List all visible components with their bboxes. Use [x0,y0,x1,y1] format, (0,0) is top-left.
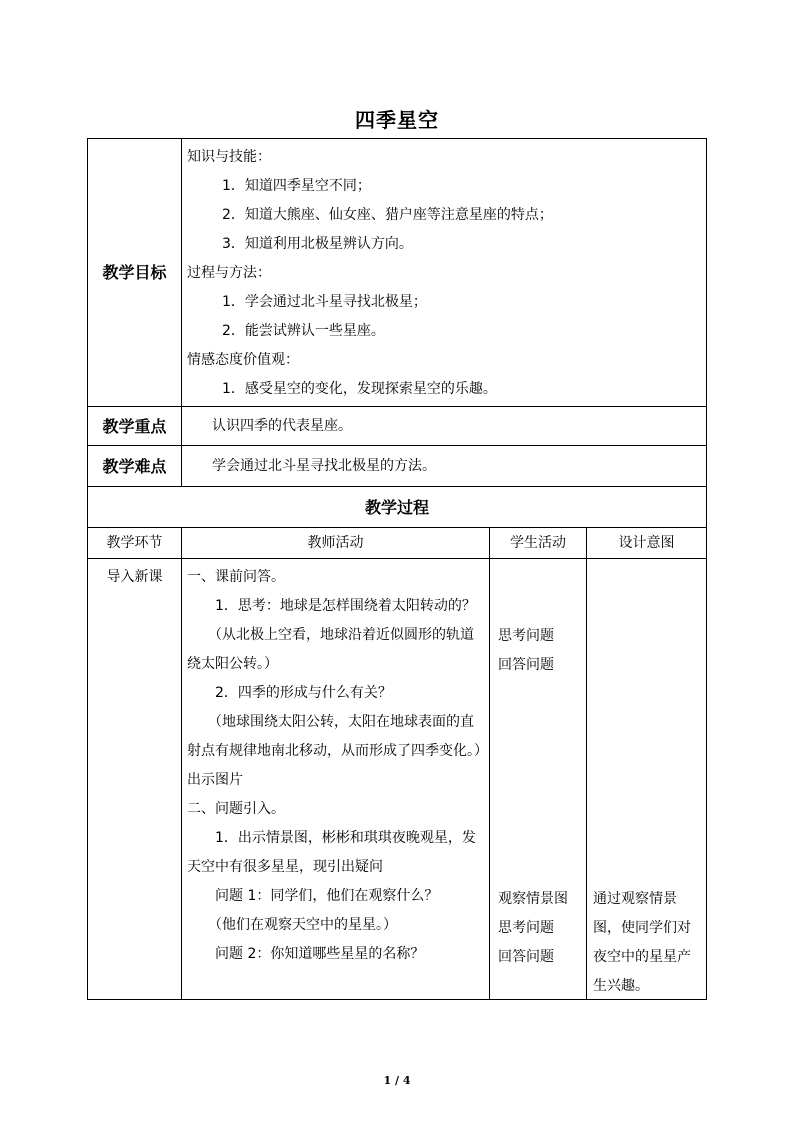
process-title-row [88,487,707,528]
teacher-line: 1．出示情景图，彬彬和琪琪夜晚观星，发天空中有很多星星，现引出疑问 [187,830,476,875]
objectives-row [88,139,707,407]
page-title: 四季星空 [355,108,439,132]
objectives-label: 教学目标 [88,139,182,407]
teacher-activity-cell [182,559,490,1000]
teacher-line: 二、问题引入。 [187,801,285,817]
header-stage: 教学环节 [88,528,182,559]
student-line: 思考问题 [498,628,554,644]
objective-line: 3．知道利用北极星辨认方向。 [222,236,413,252]
difficulty-label: 教学难点 [88,446,182,487]
teacher-line: （他们在观察天空中的星星。） [187,917,397,933]
objective-line: 1．感受星空的变化，发现探索星空的乐趣。 [222,381,497,397]
teacher-line: （从北极上空看，地球沿着近似圆形的轨道绕太阳公转。） [187,627,474,672]
student-line: 回答问题 [498,657,554,673]
key-point-label: 教学重点 [88,407,182,446]
student-line: 思考问题 [498,920,554,936]
difficulty-row [88,446,707,487]
student-line: 观察情景图 [498,891,568,907]
lesson-plan-table [87,138,707,1000]
student-group-2 [498,885,568,972]
teacher-line: 一、课前问答。 [187,569,285,585]
student-group-1 [498,622,554,680]
teacher-line: 2．四季的形成与什么有关？ [187,685,392,701]
key-point-content [182,407,707,446]
objective-line: 情感态度价值观： [187,352,299,368]
objective-line: 2．能尝试辨认一些星座。 [222,323,385,339]
stage-cell: 导入新课 [88,559,182,1000]
objective-line: 1．知道四季星空不同； [222,178,371,194]
student-activity-cell [490,559,587,1000]
process-title: 教学过程 [88,487,707,528]
teacher-line: 问题 1：同学们，他们在观察什么？ [187,888,439,904]
teacher-line: 问题 2：你知道哪些星星的名称？ [187,946,425,962]
key-point-row [88,407,707,446]
difficulty-text: 学会通过北斗星寻找北极星的方法。 [212,457,436,474]
process-row [88,559,707,1000]
objective-line: 过程与方法： [187,265,271,281]
process-header-row [88,528,707,559]
header-teacher: 教师活动 [182,528,490,559]
objective-line: 知识与技能： [187,149,271,165]
objective-line: 2．知道大熊座、仙女座、猎户座等注意星座的特点； [222,207,553,223]
objectives-content [182,139,707,407]
student-line: 回答问题 [498,949,554,965]
teacher-line: （地球围绕太阳公转，太阳在地球表面的直射点有规律地南北移动，从而形成了四季变化。）出示图片 [187,714,481,788]
key-point-text: 认识四季的代表星座。 [212,417,352,434]
header-intent: 设计意图 [587,528,707,559]
header-student: 学生活动 [490,528,587,559]
intent-cell [587,559,707,1000]
teacher-line: 1．思考：地球是怎样围绕着太阳转动的？ [187,598,476,614]
intent-text: 通过观察情景图，使同学们对夜空中的星星产生兴趣。 [593,891,691,994]
difficulty-content [182,446,707,487]
page-number: 1 / 4 [383,1074,411,1087]
objective-line: 1．学会通过北斗星寻找北极星； [222,294,427,310]
